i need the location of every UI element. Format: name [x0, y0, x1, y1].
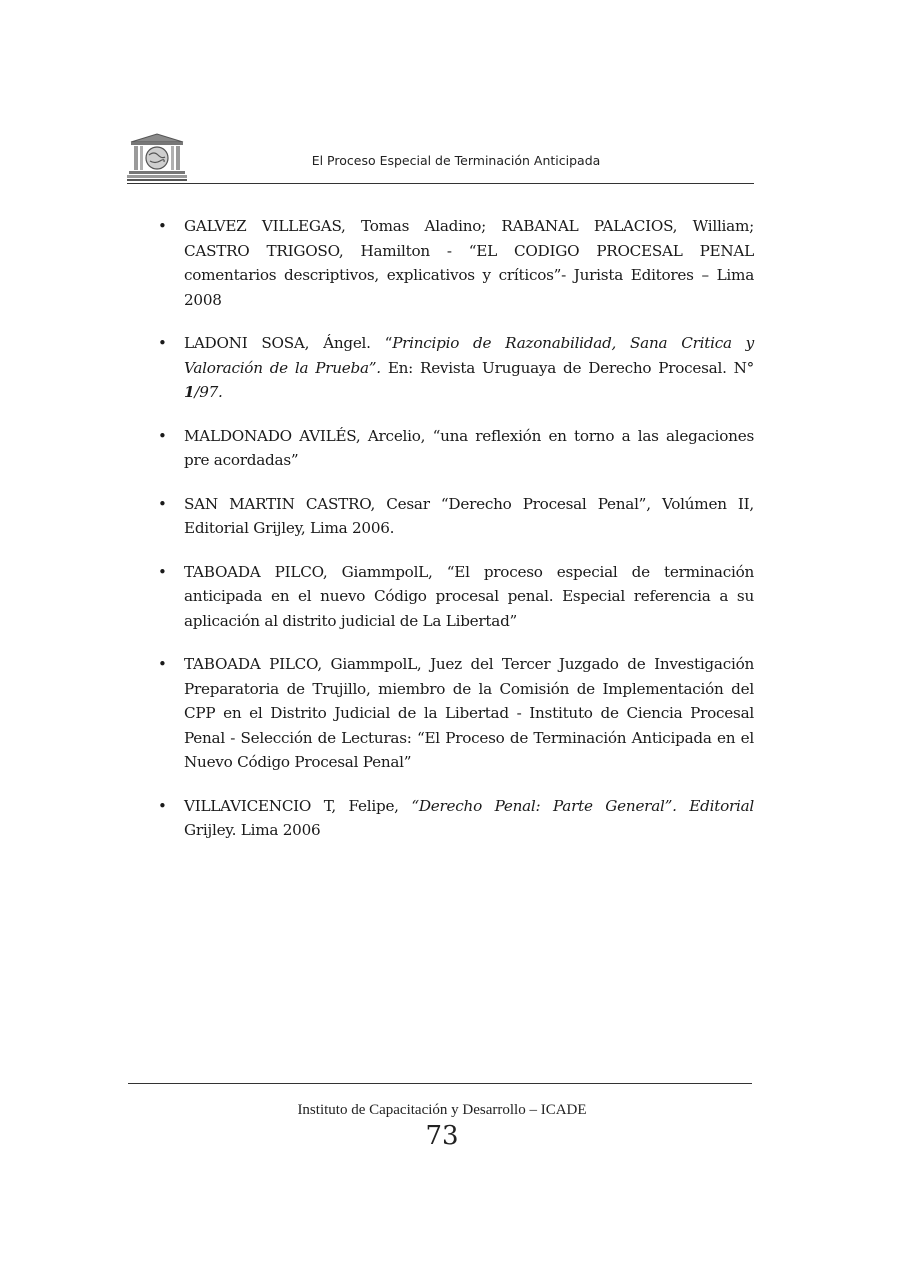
reference-segment: GALVEZ VILLEGAS, Tomas Aladino; RABANAL PALACIOS, William; CASTRO TRIGOSO, Hamilton - “EL CODIGO PROCESAL PENAL comentarios descriptivos, explicativos y críticos”- Jurista Editores – Lima 2008 [184, 217, 754, 309]
bullet-icon: • [158, 334, 167, 352]
reference-segment: TABOADA PILCO, GiammpolL, “El proceso especial de terminación anticipada en el nuevo Código procesal penal. Especial referencia a su aplicación al distrito judicial de La Libertad” [184, 562, 754, 630]
reference-item [150, 214, 754, 312]
bullet-icon: • [158, 655, 167, 673]
references-section [150, 214, 754, 862]
reference-segment: Grijley. Lima 2006 [184, 821, 321, 839]
reference-item [150, 492, 754, 541]
bullet-icon: • [158, 494, 167, 513]
footer-institution: Instituto de Capacitación y Desarrollo – ICADE [297, 1102, 587, 1118]
reference-segment: TABOADA PILCO, GiammpolL, Juez del Tercer Juzgado de Investigación Preparatoria de Trujillo, miembro de la Comisión de Implementación del CPP en el Distrito Judicial de la Libertad - Instituto de Ciencia Procesal Penal - Selección de Lecturas: “El Proceso de Terminación Anticipada en el Nuevo Código Procesal Penal” [184, 655, 754, 771]
references-list [150, 214, 754, 843]
reference-segment: MALDONADO AVILÉS, Arcelio, “una reflexión en torno a las alegaciones pre acordadas” [184, 426, 754, 469]
footer-divider [128, 1083, 752, 1084]
bullet-icon: • [158, 217, 167, 235]
reference-item [150, 560, 754, 634]
reference-item [150, 331, 754, 405]
reference-segment: Principio de Razonabilidad, Sana Critica y Valoración de la Prueba”. [184, 334, 754, 377]
reference-segment: /97. [194, 383, 223, 401]
reference-text [184, 424, 754, 473]
reference-segment: En: Revista Uruguaya de Derecho Procesal. N° [380, 358, 754, 377]
reference-text [184, 560, 754, 634]
reference-segment: SAN MARTIN CASTRO, Cesar “Derecho Procesal Penal”, Volúmen II, Editorial Grijley, Lima 2006. [184, 494, 754, 537]
reference-segment: LADONI SOSA, Ángel. “ [184, 334, 393, 352]
reference-text [184, 794, 754, 843]
bullet-icon: • [158, 426, 167, 445]
header-divider [127, 183, 754, 184]
institution-building-globe-logo [127, 133, 187, 181]
running-header-title: El Proceso Especial de Terminación Anticipada [311, 153, 601, 168]
reference-text [184, 492, 754, 541]
bullet-icon: • [158, 796, 167, 815]
bullet-icon: • [158, 562, 167, 581]
reference-segment: VILLAVICENCIO T, Felipe, [184, 796, 412, 815]
page-number: 73 [425, 1121, 459, 1151]
reference-segment: 1 [184, 383, 195, 401]
reference-segment: “Derecho Penal: Parte General”. Editorial [411, 796, 754, 815]
reference-text [184, 331, 754, 405]
reference-item [150, 652, 754, 775]
reference-text [184, 214, 754, 312]
reference-text [184, 652, 754, 775]
reference-item [150, 794, 754, 843]
reference-item [150, 424, 754, 473]
